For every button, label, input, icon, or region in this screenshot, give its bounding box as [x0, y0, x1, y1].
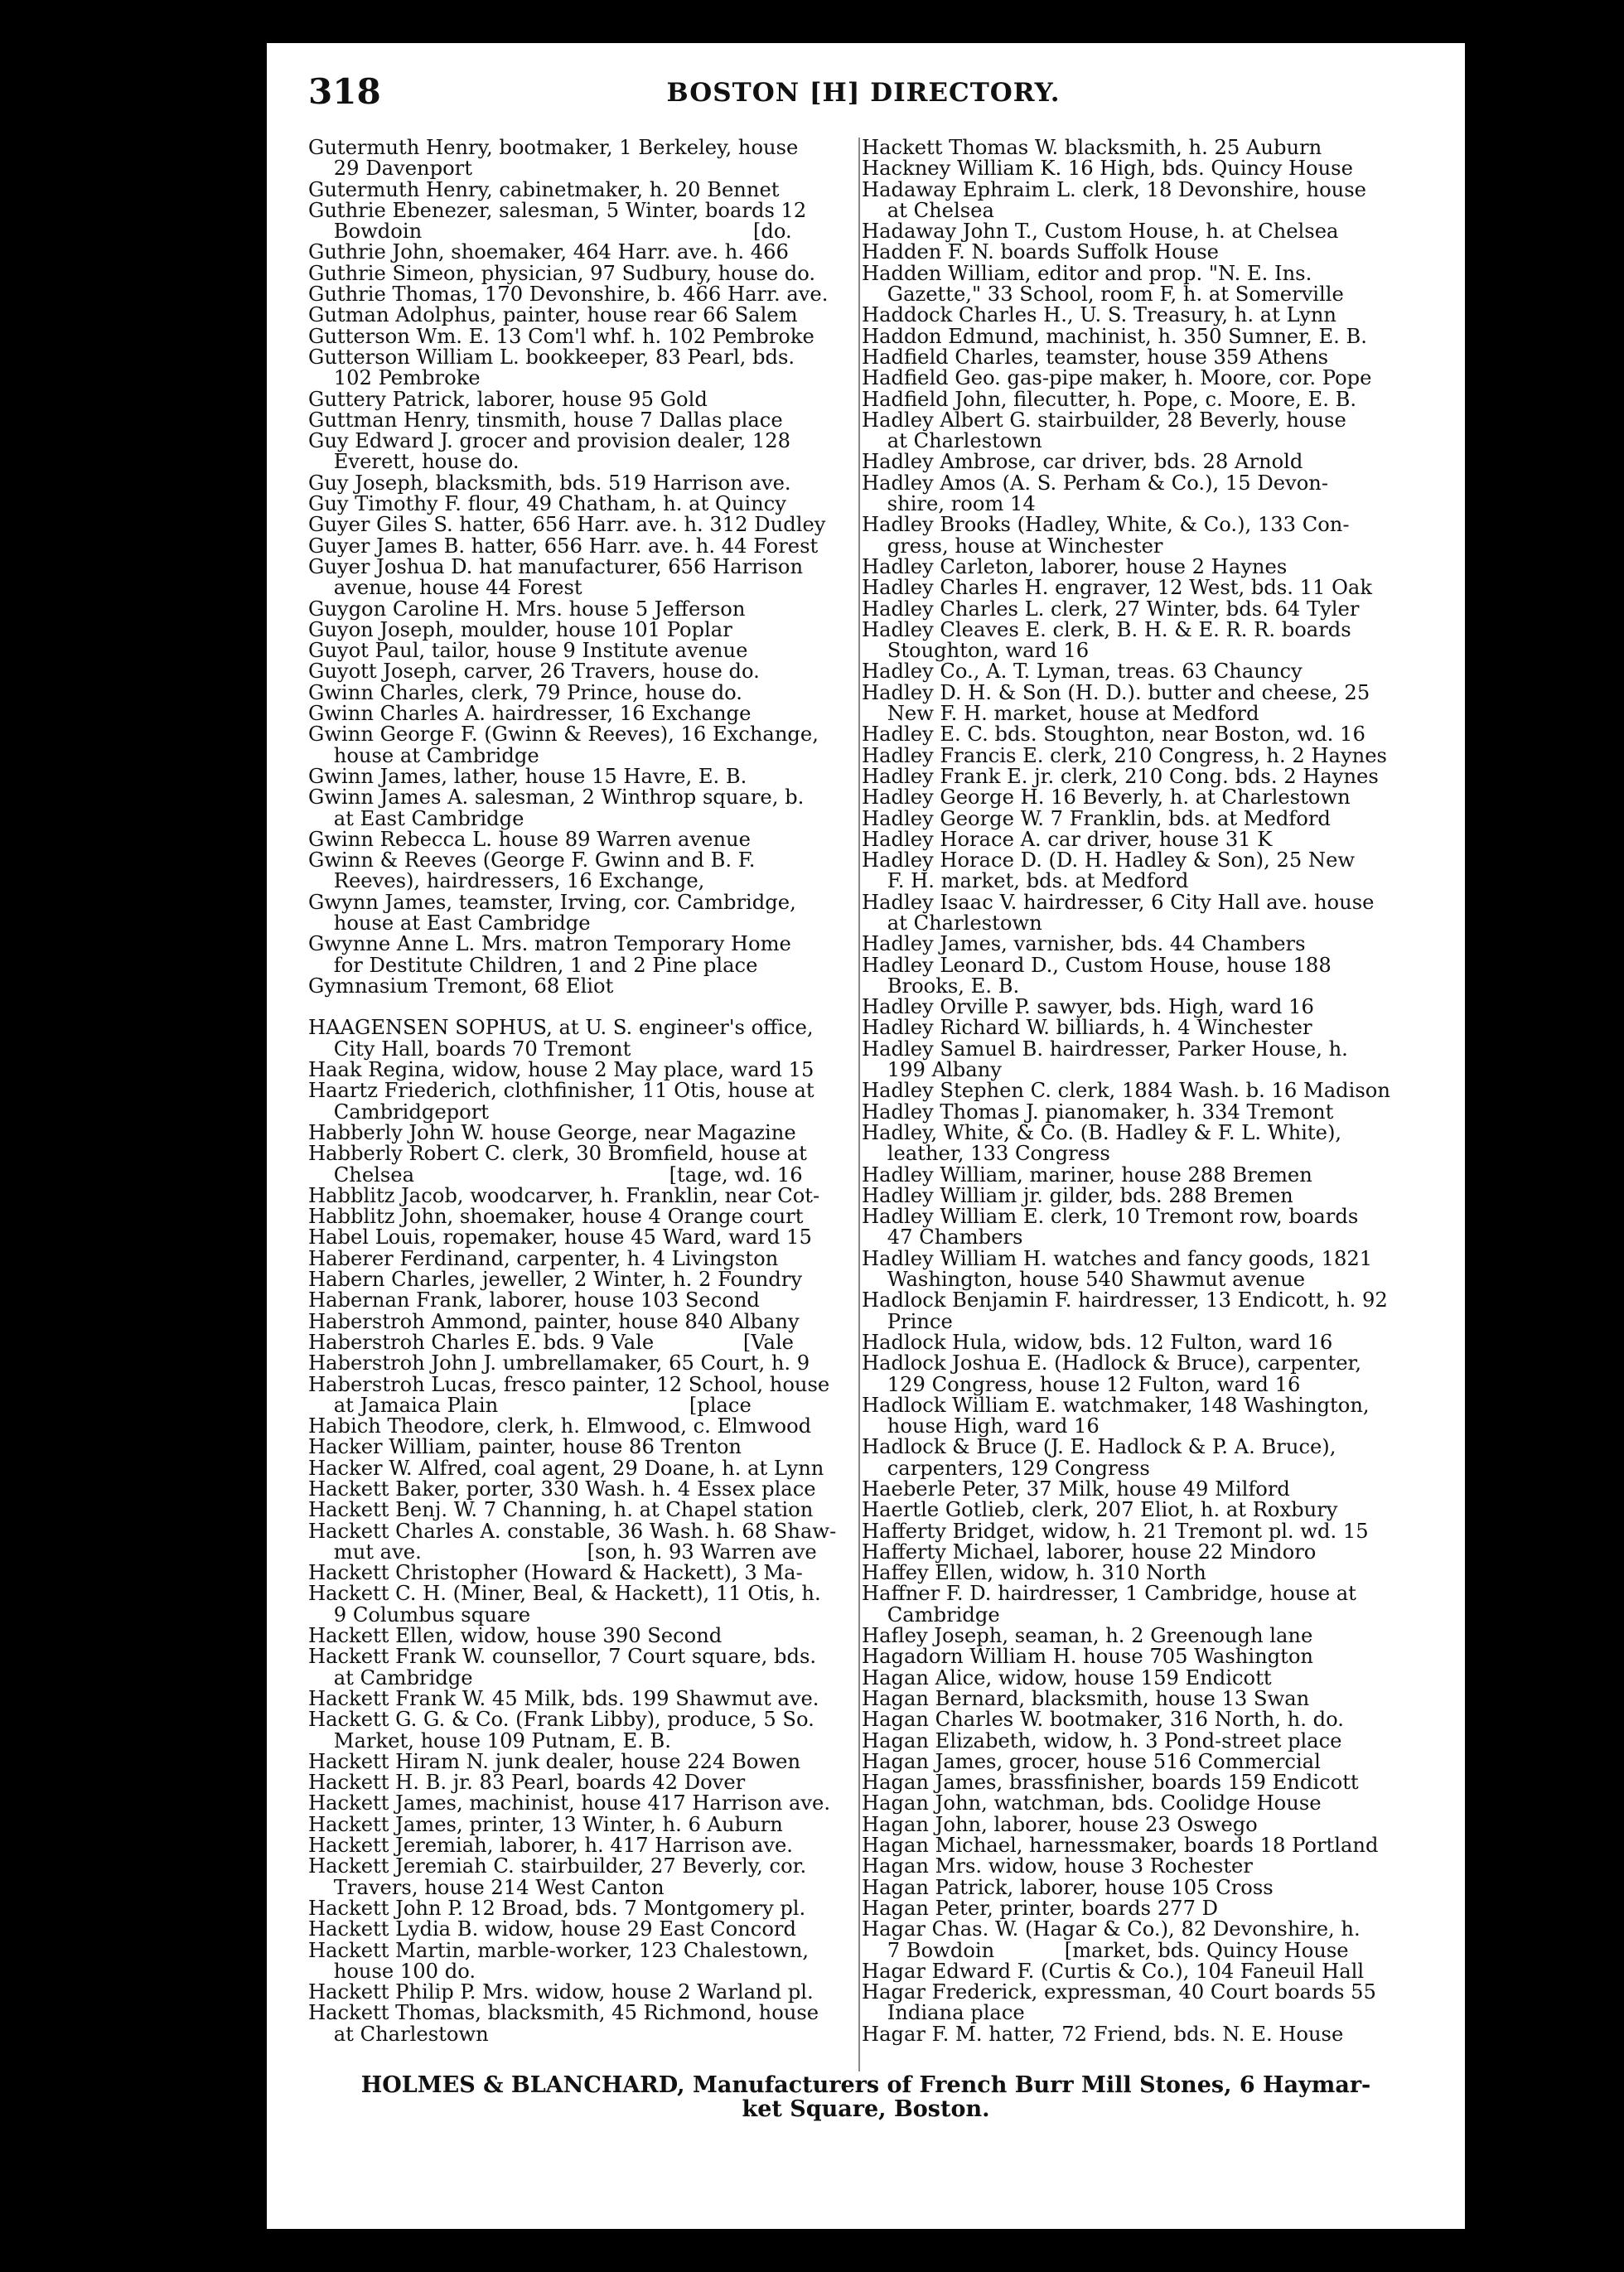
- directory-entry-line: Hadden F. N. boards Suffolk House: [862, 240, 1219, 264]
- directory-entry-line: Travers, house 214 West Canton: [308, 1875, 665, 1899]
- directory-entry-line: Everett, house do.: [308, 450, 520, 474]
- directory-entry-line: Gwinn James A. salesman, 2 Winthrop square, b.: [308, 786, 805, 810]
- directory-entry-line: Hagadorn William H. house 705 Washington: [862, 1645, 1313, 1669]
- page-header: [308, 71, 1419, 121]
- directory-entry-line: Gutermuth Henry, cabinetmaker, h. 20 Bennet: [308, 177, 780, 201]
- directory-entry-line: Hadley George W. 7 Franklin, bds. at Medford: [862, 806, 1331, 830]
- directory-entry-line: 29 Davenport: [308, 157, 472, 181]
- directory-entry-line: Hadlock William E. watchmaker, 148 Washington,: [862, 1393, 1370, 1417]
- column-divider: [858, 138, 860, 2071]
- directory-entry-line: Habberly John W. house George, near Magazine: [308, 1120, 796, 1144]
- directory-entry-line: Habblitz Jacob, woodcarver, h. Franklin, near Cot-: [308, 1183, 820, 1207]
- directory-entry-line: Hagan Peter, printer, boards 277 D: [862, 1896, 1219, 1920]
- directory-entry-line: Guyot Paul, tailor, house 9 Institute avenue: [308, 639, 748, 663]
- directory-entry-line: Haertle Gotlieb, clerk, 207 Eliot, h. at Roxbury: [862, 1498, 1338, 1522]
- directory-entry-line: Hafferty Michael, laborer, house 22 Mindoro: [862, 1540, 1317, 1564]
- directory-entry-line: Cambridgeport: [308, 1100, 490, 1124]
- directory-entry-line: Hadfield Charles, teamster, house 359 Athens: [862, 345, 1329, 369]
- directory-entry-line: house High, ward 16: [862, 1414, 1100, 1438]
- directory-entry-line: Hacker William, painter, house 86 Trenton: [308, 1435, 742, 1459]
- directory-entry-line: Hagan Alice, widow, house 159 Endicott: [862, 1665, 1272, 1689]
- directory-page: [267, 43, 1465, 2229]
- directory-entry-line: at Chelsea: [862, 198, 994, 222]
- directory-entry-line: Hadley Albert G. stairbuilder, 28 Beverly, house: [862, 408, 1346, 432]
- directory-entry-line: Hackett Christopher (Howard & Hackett), 3 Ma-: [308, 1561, 803, 1585]
- left-column: [308, 138, 863, 2045]
- directory-entry-line: Hackett Frank W. 45 Milk, bds. 199 Shawmut ave.: [308, 1686, 819, 1710]
- directory-entry-line: Gymnasium Tremont, 68 Eliot: [308, 974, 614, 998]
- directory-entry-line: Hackett John P. 12 Broad, bds. 7 Montgomery pl.: [308, 1896, 806, 1920]
- directory-entry-line: Haberstroh John J. umbrellamaker, 65 Court, h. 9: [308, 1351, 810, 1375]
- directory-entry-line: Haartz Friederich, clothfinisher, 11 Otis, house at: [308, 1079, 814, 1103]
- directory-entry-line: Hagar Chas. W. (Hagar & Co.), 82 Devonshire, h.: [862, 1917, 1361, 1941]
- directory-entry-line: Hadley Stephen C. clerk, 1884 Wash. b. 16 Madison: [862, 1079, 1390, 1103]
- directory-entry-line: Guthrie Ebenezer, salesman, 5 Winter, boards 12: [308, 198, 807, 222]
- directory-entry-line: Hadley Francis E. clerk, 210 Congress, h. 2 Haynes: [862, 743, 1387, 767]
- directory-entry-line: Hadley Co., A. T. Lyman, treas. 63 Chauncy: [862, 660, 1303, 684]
- directory-entry-line: Hadley Brooks (Hadley, White, & Co.), 133 Con-: [862, 513, 1350, 537]
- directory-entry-line: Hackett Thomas W. blacksmith, h. 25 Auburn: [862, 136, 1322, 159]
- directory-entry-line: New F. H. market, house at Medford: [862, 702, 1259, 726]
- directory-entry-line: Hagan Mrs. widow, house 3 Rochester: [862, 1854, 1253, 1878]
- directory-entry-line: Hackett C. H. (Miner, Beal, & Hackett), 11 Otis, h.: [308, 1582, 821, 1606]
- directory-entry-line: Market, house 109 Putnam, E. B.: [308, 1728, 671, 1752]
- directory-entry-line: Hadaway John T., Custom House, h. at Chelsea: [862, 220, 1339, 244]
- directory-entry-line: Haberstroh Lucas, fresco painter, 12 School, house: [308, 1372, 830, 1396]
- directory-entry-line: Habernan Frank, laborer, house 103 Second: [308, 1288, 760, 1312]
- directory-entry-line: Chelsea [tage, wd. 16: [308, 1163, 803, 1187]
- directory-entry-line: Hadley Samuel B. hairdresser, Parker House, h.: [862, 1037, 1348, 1061]
- directory-entry-line: Gwinn Rebecca L. house 89 Warren avenue: [308, 827, 751, 851]
- directory-entry-line: 129 Congress, house 12 Fulton, ward 16: [862, 1372, 1301, 1396]
- directory-entry-line: Gwinn & Reeves (George F. Gwinn and B. F.: [308, 848, 756, 873]
- right-column: [862, 138, 1442, 2045]
- directory-entry-line: Hackett Thomas, blacksmith, 45 Richmond, house: [308, 2001, 819, 2025]
- directory-entry-line: Gutman Adolphus, painter, house rear 66 Salem: [308, 303, 798, 327]
- directory-entry-line: Hagan Patrick, laborer, house 105 Cross: [862, 1875, 1274, 1899]
- directory-entry-line: Hagar F. M. hatter, 72 Friend, bds. N. E. House: [862, 2022, 1344, 2046]
- directory-entry-line: Reeves), hairdressers, 16 Exchange,: [308, 869, 705, 893]
- directory-entry-line: Hackett Baker, porter, 330 Wash. h. 4 Essex place: [308, 1477, 816, 1501]
- directory-entry-line: carpenters, 129 Congress: [862, 1456, 1150, 1480]
- directory-entry-line: leather, 133 Congress: [862, 1142, 1110, 1166]
- directory-entry-line: Gwynn James, teamster, Irving, cor. Cambridge,: [308, 890, 796, 914]
- directory-entry-line: Hafley Joseph, seaman, h. 2 Greenough lane: [862, 1624, 1313, 1648]
- directory-entry-line: Guttman Henry, tinsmith, house 7 Dallas place: [308, 408, 783, 432]
- directory-entry-line: F. H. market, bds. at Medford: [862, 869, 1189, 893]
- directory-entry-line: Hackney William K. 16 High, bds. Quincy House: [862, 157, 1353, 181]
- directory-entry-line: at Charlestown: [308, 2022, 489, 2046]
- directory-entry-line: Guy Edward J. grocer and provision dealer, 128: [308, 429, 791, 453]
- directory-entry-line: Hackett Charles A. constable, 36 Wash. h. 68 Shaw-: [308, 1519, 837, 1543]
- directory-entry-line: at Cambridge: [308, 1665, 473, 1689]
- directory-entry-line: Habberly Robert C. clerk, 30 Bromfield, house at: [308, 1142, 807, 1166]
- directory-entry-line: Hadley E. C. bds. Stoughton, near Boston, wd. 16: [862, 723, 1365, 747]
- directory-entry-line: Hadfield John, filecutter, h. Pope, c. Moore, E. B.: [862, 387, 1357, 411]
- section-gap: [308, 997, 863, 1018]
- directory-entry-line: Indiana place: [862, 2001, 1025, 2025]
- directory-entry-line: shire, room 14: [862, 492, 1036, 516]
- directory-entry-line: Gazette," 33 School, room F, h. at Somerville: [862, 283, 1344, 307]
- directory-entry-line: at East Cambridge: [308, 806, 524, 830]
- directory-entry-line: at Charlestown: [862, 911, 1042, 935]
- directory-entry-line: Gutermuth Henry, bootmaker, 1 Berkeley, house: [308, 136, 799, 159]
- directory-entry-line: house at East Cambridge: [308, 911, 591, 935]
- directory-entry-line: Hagan Charles W. bootmaker, 316 North, h. do.: [862, 1708, 1344, 1732]
- directory-entry-line: Haberer Ferdinand, carpenter, h. 4 Livingston: [308, 1246, 779, 1270]
- directory-entry-line: Hagan Bernard, blacksmith, house 13 Swan: [862, 1686, 1310, 1710]
- directory-entry-line: Hacker W. Alfred, coal agent, 29 Doane, h. at Lynn: [308, 1456, 824, 1480]
- directory-entry-line: Hackett Martin, marble-worker, 123 Chalestown,: [308, 1938, 810, 1962]
- directory-entry-line: Hackett G. G. & Co. (Frank Libby), produce, 5 So.: [308, 1708, 814, 1732]
- directory-entry-line: Hadfield Geo. gas-pipe maker, h. Moore, cor. Pope: [862, 366, 1372, 390]
- directory-entry-line: Habblitz John, shoemaker, house 4 Orange court: [308, 1205, 804, 1229]
- directory-entry-line: 9 Columbus square: [308, 1602, 531, 1627]
- directory-entry-line: Hadley, White, & Co. (B. Hadley & F. L. White),: [862, 1120, 1342, 1144]
- directory-entry-line: Gutterson William L. bookkeeper, 83 Pearl, bds.: [308, 345, 795, 369]
- directory-entry-line: Guttery Patrick, laborer, house 95 Gold: [308, 387, 708, 411]
- directory-entry-line: Hackett Jeremiah C. stairbuilder, 27 Beverly, cor.: [308, 1854, 807, 1878]
- directory-entry-line: Hackett Philip P. Mrs. widow, house 2 Warland pl.: [308, 1980, 814, 2004]
- directory-entry-line: Hadley Amos (A. S. Perham & Co.), 15 Devon-: [862, 471, 1329, 495]
- directory-entry-line: Cambridge: [862, 1602, 1000, 1627]
- directory-entry-line: Hackett Benj. W. 7 Channing, h. at Chapel station: [308, 1498, 814, 1522]
- directory-entry-line: Hadley D. H. & Son (H. D.). butter and cheese, 25: [862, 680, 1370, 704]
- directory-entry-line: Gwynne Anne L. Mrs. matron Temporary Home: [308, 932, 791, 956]
- directory-entry-line: Guthrie Thomas, 170 Devonshire, b. 466 Harr. ave.: [308, 283, 829, 307]
- directory-entry-line: Hadaway Ephraim L. clerk, 18 Devonshire, house: [862, 177, 1366, 201]
- directory-entry-line: Brooks, E. B.: [862, 974, 1020, 998]
- directory-entry-line: Hagan John, laborer, house 23 Oswego: [862, 1812, 1258, 1836]
- directory-entry-line: Hackett James, machinist, house 417 Harrison ave.: [308, 1791, 831, 1815]
- directory-entry-line: 199 Albany: [862, 1058, 1002, 1082]
- directory-entry-line: Haak Regina, widow, house 2 May place, ward 15: [308, 1058, 814, 1082]
- running-head: BOSTON [H] DIRECTORY.: [666, 78, 1061, 108]
- directory-entry-line: Hadley Frank E. jr. clerk, 210 Cong. bds. 2 Haynes: [862, 764, 1379, 788]
- directory-entry-line: Hadley William jr. gilder, bds. 288 Bremen: [862, 1183, 1293, 1207]
- directory-entry-line: Haffner F. D. hairdresser, 1 Cambridge, house at: [862, 1582, 1356, 1606]
- directory-entry-line: Hadley William H. watches and fancy goods, 1821: [862, 1246, 1373, 1270]
- directory-entry-line: Hadley Ambrose, car driver, bds. 28 Arnold: [862, 450, 1303, 474]
- directory-entry-line: house at Cambridge: [308, 743, 539, 767]
- directory-entry-line: Haddon Edmund, machinist, h. 350 Sumner, E. B.: [862, 324, 1368, 348]
- directory-entry-line: Hadley James, varnisher, bds. 44 Chambers: [862, 932, 1306, 956]
- directory-entry-line: Haberstroh Ammond, painter, house 840 Albany: [308, 1309, 800, 1333]
- directory-entry-line: Hackett Jeremiah, laborer, h. 417 Harrison ave.: [308, 1834, 793, 1858]
- directory-entry-line: Gwinn James, lather, house 15 Havre, E. B.: [308, 764, 747, 788]
- directory-entry-line: Hagan Elizabeth, widow, h. 3 Pond-street place: [862, 1728, 1342, 1752]
- directory-entry-line: Hagan James, brassfinisher, boards 159 Endicott: [862, 1771, 1359, 1795]
- directory-entry-line: Habel Louis, ropemaker, house 45 Ward, ward 15: [308, 1225, 812, 1250]
- directory-entry-line: Prince: [862, 1309, 953, 1333]
- directory-entry-line: 7 Bowdoin [market, bds. Quincy House: [862, 1938, 1349, 1962]
- directory-entry-line: Haeberle Peter, 37 Milk, house 49 Milford: [862, 1477, 1290, 1501]
- directory-entry-line: gress, house at Winchester: [862, 534, 1163, 558]
- page-number: 318: [308, 71, 381, 112]
- directory-entry-line: Hackett Hiram N. junk dealer, house 224 Bowen: [308, 1749, 801, 1773]
- directory-entry-line: Hadlock Benjamin F. hairdresser, 13 Endicott, h. 92: [862, 1288, 1388, 1312]
- directory-entry-line: Hadley Leonard D., Custom House, house 188: [862, 953, 1332, 977]
- directory-entry-line: Hackett Lydia B. widow, house 29 East Concord: [308, 1917, 796, 1941]
- directory-entry-line: Hadlock & Bruce (J. E. Hadlock & P. A. Bruce),: [862, 1435, 1336, 1459]
- directory-entry-line: Hadlock Joshua E. (Hadlock & Bruce), carpenter,: [862, 1351, 1362, 1375]
- directory-entry-line: Hadley Richard W. billiards, h. 4 Winchester: [862, 1016, 1312, 1040]
- directory-entry-line: Hafferty Bridget, widow, h. 21 Tremont pl. wd. 15: [862, 1519, 1369, 1543]
- directory-entry-line: avenue, house 44 Forest: [308, 576, 582, 600]
- directory-entry-line: Hackett James, printer, 13 Winter, h. 6 Auburn: [308, 1812, 783, 1836]
- directory-entry-line: Hadley Carleton, laborer, house 2 Haynes: [862, 554, 1288, 578]
- directory-entry-line: Gwinn George F. (Gwinn & Reeves), 16 Exchange,: [308, 723, 819, 747]
- directory-entry-line: Guyer James B. hatter, 656 Harr. ave. h. 44 Forest: [308, 534, 819, 558]
- directory-entry-line: 102 Pembroke: [308, 366, 481, 390]
- directory-entry-line: Hadley Thomas J. pianomaker, h. 334 Tremont: [862, 1100, 1334, 1124]
- directory-entry-line: Guthrie Simeon, physician, 97 Sudbury, house do.: [308, 261, 816, 285]
- directory-entry-line: Hadden William, editor and prop. "N. E. Ins.: [862, 261, 1312, 285]
- directory-entry-line: Hadley Charles L. clerk, 27 Winter, bds. 64 Tyler: [862, 597, 1360, 621]
- directory-entry-line: Hadley William, mariner, house 288 Bremen: [862, 1163, 1312, 1187]
- directory-entry-line: Hackett H. B. jr. 83 Pearl, boards 42 Dover: [308, 1771, 746, 1795]
- directory-entry-line: Hadley George H. 16 Beverly, h. at Charlestown: [862, 786, 1351, 810]
- advertisement-footer: HOLMES & BLANCHARD, Manufacturers of French Burr Mill Stones, 6 Haymar- ket Square, Boston.: [360, 2072, 1371, 2122]
- directory-entry-line: Habern Charles, jeweller, 2 Winter, h. 2 Foundry: [308, 1268, 803, 1292]
- directory-entry-line: Gutterson Wm. E. 13 Com'l whf. h. 102 Pembroke: [308, 324, 814, 348]
- directory-entry-line: Hadley William E. clerk, 10 Tremont row, boards: [862, 1205, 1359, 1229]
- directory-entry-line: Guyon Joseph, moulder, house 101 Poplar: [308, 617, 732, 641]
- directory-entry-line: Guygon Caroline H. Mrs. house 5 Jefferson: [308, 597, 746, 621]
- directory-entry-line: Guyott Joseph, carver, 26 Travers, house do.: [308, 660, 760, 684]
- directory-entry-line: Hadlock Hula, widow, bds. 12 Fulton, ward 16: [862, 1330, 1333, 1354]
- directory-entry-line: at Charlestown: [862, 429, 1042, 453]
- directory-entry-line: Washington, house 540 Shawmut avenue: [862, 1268, 1306, 1292]
- directory-entry-line: Hadley Isaac V. hairdresser, 6 City Hall ave. house: [862, 890, 1375, 914]
- directory-entry-line: Gwinn Charles A. hairdresser, 16 Exchange: [308, 702, 752, 726]
- directory-entry-line: house 100 do.: [308, 1959, 476, 1983]
- directory-entry-line: Hadley Cleaves E. clerk, B. H. & E. R. R. boards: [862, 617, 1351, 641]
- directory-entry-line: Guy Timothy F. flour, 49 Chatham, h. at Quincy: [308, 492, 786, 516]
- directory-entry-line: Hadley Orville P. sawyer, bds. High, ward 16: [862, 995, 1314, 1019]
- directory-entry-line: Hagar Frederick, expressman, 40 Court boards 55: [862, 1980, 1376, 2004]
- directory-entry-line: 47 Chambers: [862, 1225, 1023, 1250]
- directory-entry-line: Hackett Ellen, widow, house 390 Second: [308, 1624, 723, 1648]
- directory-entry-line: Hagan James, grocer, house 516 Commercial: [862, 1749, 1321, 1773]
- directory-entry-line: Hadley Horace D. (D. H. Hadley & Son), 25 New: [862, 848, 1356, 873]
- directory-entry-line: mut ave. [son, h. 93 Warren ave: [308, 1540, 817, 1564]
- directory-entry-line: Habich Theodore, clerk, h. Elmwood, c. Elmwood: [308, 1414, 812, 1438]
- directory-entry-line: Haberstroh Charles E. bds. 9 Vale [Vale: [308, 1330, 794, 1354]
- directory-entry-line: Stoughton, ward 16: [862, 639, 1090, 663]
- directory-entry-line: City Hall, boards 70 Tremont: [308, 1037, 631, 1061]
- directory-entry-line: Hackett Frank W. counsellor, 7 Court square, bds.: [308, 1645, 817, 1669]
- directory-entry-line: Hadley Horace A. car driver, house 31 K: [862, 827, 1273, 851]
- directory-entry-line: Hagan John, watchman, bds. Coolidge House: [862, 1791, 1322, 1815]
- directory-entry-line: HAAGENSEN SOPHUS, at U. S. engineer's office,: [308, 1016, 814, 1040]
- directory-entry-line: Hagan Michael, harnessmaker, boards 18 Portland: [862, 1834, 1379, 1858]
- directory-entry-line: at Jamaica Plain [place: [308, 1393, 752, 1417]
- directory-entry-line: Haffey Ellen, widow, h. 310 North: [862, 1561, 1206, 1585]
- directory-entry-line: Bowdoin [do.: [308, 220, 792, 244]
- directory-entry-line: Guthrie John, shoemaker, 464 Harr. ave. h. 466: [308, 240, 789, 264]
- directory-entry-line: for Destitute Children, 1 and 2 Pine place: [308, 953, 758, 977]
- directory-entry-line: Guy Joseph, blacksmith, bds. 519 Harrison ave.: [308, 471, 791, 495]
- directory-entry-line: Hadley Charles H. engraver, 12 West, bds. 11 Oak: [862, 576, 1373, 600]
- directory-entry-line: Haddock Charles H., U. S. Treasury, h. at Lynn: [862, 303, 1336, 327]
- directory-entry-line: Hagar Edward F. (Curtis & Co.), 104 Faneuil Hall: [862, 1959, 1365, 1983]
- directory-entry-line: Guyer Joshua D. hat manufacturer, 656 Harrison: [308, 554, 804, 578]
- directory-entry-line: Gwinn Charles, clerk, 79 Prince, house do.: [308, 680, 742, 704]
- directory-entry-line: Guyer Giles S. hatter, 656 Harr. ave. h. 312 Dudley: [308, 513, 826, 537]
